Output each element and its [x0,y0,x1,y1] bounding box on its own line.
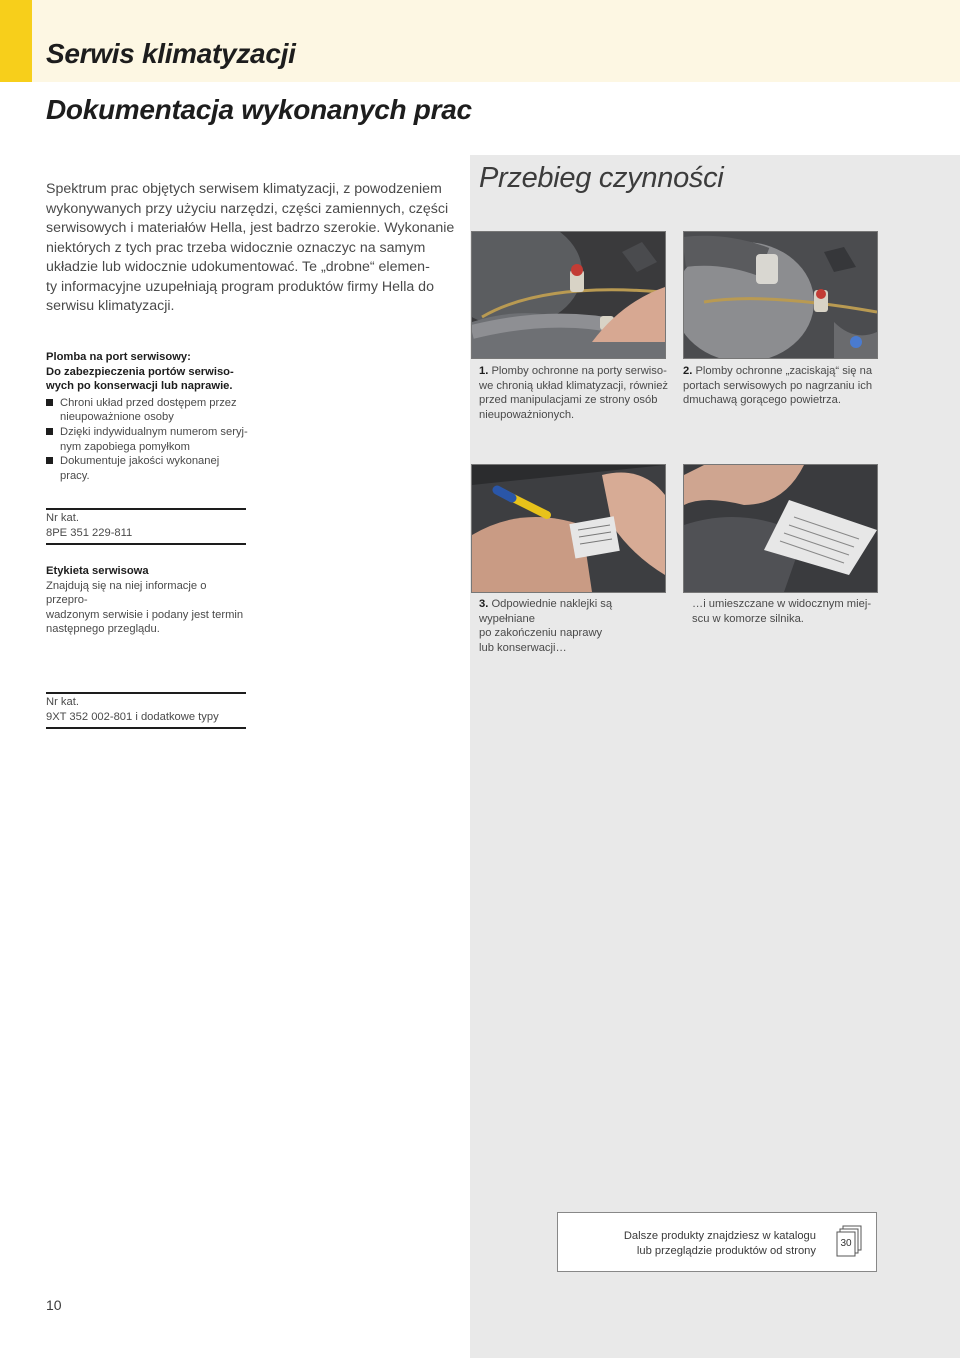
caption-line: Plomby ochronne „zaciskają“ się na [692,365,873,377]
catalog-number: 8PE 351 229-811 [46,526,133,539]
caption-line: lub konserwacji… [479,641,567,654]
divider [46,508,246,510]
catalog-reference-text [576,1229,816,1258]
catalog-label: Nr kat. [46,512,79,524]
page-subtitle: Dokumentacja wykonanych prac [46,94,472,125]
etykieta-line: Znajdują się na niej informacje o przepro- [46,579,207,607]
catalog-number: 9XT 352 002-801 i dodatkowe typy [46,710,219,723]
catalog-label: Nr kat. [46,696,79,708]
intro-line: serwisu klimatyzacji. [46,298,175,314]
etykieta-line: następnego przeglądu. [46,623,160,636]
caption-line: przed manipulacjami ze strony osób [479,394,658,407]
step-caption [479,364,669,422]
intro-line: Spektrum prac objętych serwisem klimatyzacji, z powodzeniem [46,181,442,197]
step-number: 3. [479,598,489,610]
photo-step-1 [471,231,666,359]
intro-line: układzie lub widocznie udokumentować. Te „drobne“ elemen- [46,259,430,275]
photo-step-3 [471,464,666,593]
bullet-item [46,396,251,425]
procedure-heading: Przebieg czynności [479,162,724,194]
bullet-square-icon [46,399,53,406]
plomba-description [46,350,251,483]
bullet-text: pracy. [60,469,90,482]
reference-line: lub przeglądzie produktów od strony [636,1244,816,1257]
intro-line: niektórych z tych prac trzeba widocznie oznaczyc na samym [46,239,426,256]
reference-line: Dalsze produkty znajdziesz w katalogu [623,1230,816,1242]
step-number: 1. [479,365,489,377]
catalog-reference-box [557,1212,877,1272]
caption-line: …i umieszczane w widocznym miej- [692,598,872,610]
etykieta-title: Etykieta serwisowa [46,565,149,577]
caption-line: portach serwisowych po nagrzaniu ich [683,379,873,392]
step-caption [683,364,878,408]
header-accent-bar [0,0,32,82]
catalog-number-block [46,695,246,724]
etykieta-line: wadzonym serwisie i podany jest termin [46,608,244,621]
plomba-desc-line: wych po konserwacji lub naprawie. [46,380,233,393]
caption-line: Plomby ochronne na porty serwiso- [488,365,667,377]
caption-line: dmuchawą gorącego powietrza. [683,394,841,407]
intro-line: ty informacyjne uzupełniają program produktów firmy Hella do [46,278,434,295]
catalog-number-block [46,511,246,540]
caption-line: po zakończeniu naprawy [479,627,603,640]
bullet-item [46,454,251,483]
plomba-title: Plomba na port serwisowy: [46,351,191,363]
engine-bay-photo [472,232,665,358]
plomba-desc-line: Do zabezpieczenia portów serwiso- [46,365,234,378]
intro-line: wykonywanych przy użyciu narzędzi, części zamiennych, części [46,200,449,217]
photo-step-2 [683,231,878,359]
divider [46,727,246,729]
plomba-bullet-list [46,396,251,484]
page-number: 10 [46,1297,62,1313]
step-number: 2. [683,365,693,377]
caption-line: we chronią układ klimatyzacji, również [479,379,669,392]
caption-line: scu w komorze silnika. [692,612,804,625]
intro-line: serwisowych i materiałów Hella, jest badrzo szerokie. Wykonanie [46,220,455,236]
bullet-text: nieupoważnione osoby [60,411,174,424]
divider [46,543,246,545]
intro-paragraph [46,180,456,317]
step-caption [692,597,878,626]
filling-label-photo [472,465,665,592]
caption-line: Odpowiednie naklejki są wypełniane [479,598,613,625]
engine-bay-photo [684,232,877,358]
reference-page-number: 30 [840,1238,852,1249]
bullet-text: Dzięki indywidualnym numerom seryj- [60,425,248,438]
photo-step-4 [683,464,878,593]
bullet-square-icon [46,428,53,435]
bullet-item [46,425,251,454]
page-title: Serwis klimatyzacji [46,38,296,69]
step-caption [479,597,669,655]
bullet-text: Dokumentuje jakości wykonanej [60,455,220,468]
etykieta-description [46,564,251,637]
bullet-text: nym zapobiega pomyłkom [60,440,190,453]
bullet-text: Chroni układ przed dostępem przez [60,396,237,409]
divider [46,692,246,694]
placing-label-photo [684,465,877,592]
bullet-square-icon [46,457,53,464]
caption-line: nieupoważnionych. [479,408,575,421]
catalog-pages-icon [836,1225,862,1257]
